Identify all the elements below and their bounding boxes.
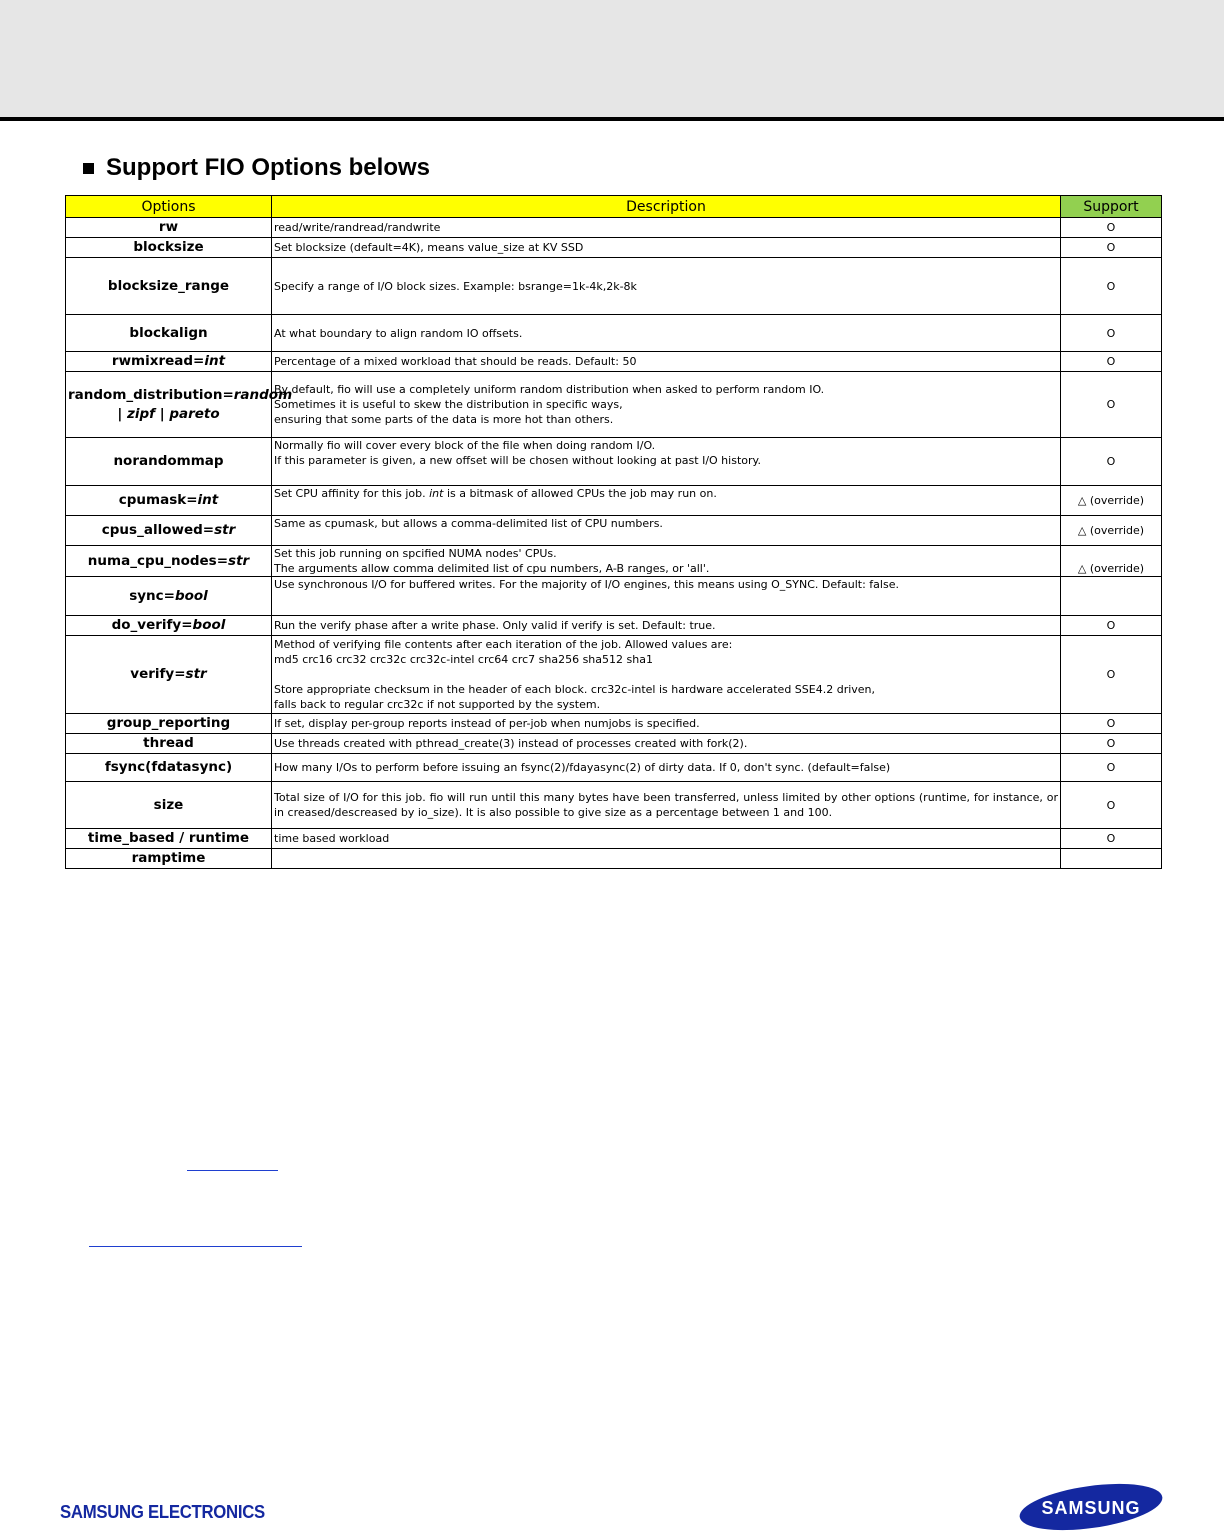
support-status: O <box>1061 782 1162 829</box>
table-row <box>66 486 1162 516</box>
option-name: rwmixread=int <box>66 352 272 372</box>
option-description: Use threads created with pthread_create(3) instead of processes created with fork(2). <box>272 734 1061 754</box>
option-description: Set blocksize (default=4K), means value_size at KV SSD <box>272 238 1061 258</box>
fio-options-table <box>65 195 1162 869</box>
option-description: Total size of I/O for this job. fio will run until this many bytes have been transferred, unless limited by other options (runtime, for instance, or in creased/descreased by io_size). It is also possible to give size as a percentage between 1 and 100. <box>272 782 1061 829</box>
option-type: bool <box>192 617 226 633</box>
table-row <box>66 218 1162 238</box>
table-row <box>66 829 1162 849</box>
footer-brand-text: SAMSUNG ELECTRONICS <box>60 1502 265 1522</box>
option-type: str <box>228 552 250 569</box>
support-status: O <box>1061 714 1162 734</box>
support-status <box>1061 849 1162 869</box>
option-name: random_distribution=random | zipf | pareto <box>66 372 272 438</box>
option-description: Percentage of a mixed workload that should be reads. Default: 50 <box>272 352 1061 372</box>
option-type: int <box>197 492 219 508</box>
option-name: sync=bool <box>66 577 272 616</box>
option-description: Method of verifying file contents after each iteration of the job. Allowed values are: md5 crc16 crc32 crc32c crc32c-intel crc64 crc7 sha256 sha512 sha1 Store appropriate checksum in the header of each block. crc32c-intel is hardware accelerated SSE4.2 driven, falls back to regular crc32c if not supported by the system. <box>272 636 1061 714</box>
table-row <box>66 438 1162 486</box>
logo-text: SAMSUNG <box>1041 1498 1141 1518</box>
support-status: O <box>1061 352 1162 372</box>
table-row <box>66 577 1162 616</box>
section-title <box>83 152 430 184</box>
support-status: O <box>1061 315 1162 352</box>
header-options: Options <box>66 196 272 218</box>
option-type: random | zipf | pareto <box>117 386 293 422</box>
option-description: If set, display per-group reports instead of per-job when numjobs is specified. <box>272 714 1061 734</box>
table-row <box>66 352 1162 372</box>
table-row <box>66 238 1162 258</box>
option-description: Same as cpumask, but allows a comma-delimited list of CPU numbers. <box>272 516 1061 546</box>
table-row <box>66 782 1162 829</box>
option-description: Run the verify phase after a write phase. Only valid if verify is set. Default: true. <box>272 616 1061 636</box>
support-status: O <box>1061 218 1162 238</box>
support-status: O <box>1061 754 1162 782</box>
option-type: int <box>204 353 226 369</box>
support-status: O <box>1061 372 1162 438</box>
support-status: △ (override) <box>1061 516 1162 546</box>
table-row <box>66 372 1162 438</box>
header-divider <box>0 117 1224 121</box>
option-type: bool <box>174 587 208 604</box>
option-description <box>272 849 1061 869</box>
option-name: numa_cpu_nodes=str <box>66 546 272 577</box>
option-description: read/write/randread/randwrite <box>272 218 1061 238</box>
table-row <box>66 754 1162 782</box>
option-description: At what boundary to align random IO offsets. <box>272 315 1061 352</box>
support-status <box>1061 577 1162 616</box>
table-row <box>66 516 1162 546</box>
table-row <box>66 636 1162 714</box>
option-name: do_verify=bool <box>66 616 272 636</box>
option-description: Use synchronous I/O for buffered writes. For the majority of I/O engines, this means using O_SYNC. Default: false. <box>272 577 1061 616</box>
option-description: How many I/Os to perform before issuing an fsync(2)/fdayasync(2) of dirty data. If 0, don't sync. (default=false) <box>272 754 1061 782</box>
table-row <box>66 546 1162 577</box>
option-name: blocksize_range <box>66 258 272 315</box>
support-status: △ (override) <box>1061 546 1162 577</box>
option-name: size <box>66 782 272 829</box>
support-status: O <box>1061 438 1162 486</box>
table-row <box>66 734 1162 754</box>
samsung-logo <box>1018 1482 1164 1532</box>
header-support: Support <box>1061 196 1162 218</box>
option-type: str <box>214 522 236 538</box>
option-name: cpumask=int <box>66 486 272 516</box>
support-status: O <box>1061 238 1162 258</box>
option-name: verify=str <box>66 636 272 714</box>
page-header-band <box>0 0 1224 117</box>
option-name: rw <box>66 218 272 238</box>
support-status: O <box>1061 258 1162 315</box>
section-title-text: Support FIO Options belows <box>106 154 430 181</box>
table-header-row <box>66 196 1162 218</box>
option-name: norandommap <box>66 438 272 486</box>
table-row <box>66 258 1162 315</box>
table-row <box>66 849 1162 869</box>
hyperlink-underline[interactable] <box>187 1170 278 1171</box>
option-description: By default, fio will use a completely uniform random distribution when asked to perform random IO. Sometimes it is useful to skew the distribution in specific ways, ensuring that some parts of the data is more hot than others. <box>272 372 1061 438</box>
table-row <box>66 714 1162 734</box>
option-name: blockalign <box>66 315 272 352</box>
option-name: time_based / runtime <box>66 829 272 849</box>
option-name: cpus_allowed=str <box>66 516 272 546</box>
support-status: O <box>1061 636 1162 714</box>
option-description: Set this job running on spcified NUMA nodes' CPUs. The arguments allow comma delimited list of cpu numbers, A-B ranges, or 'all'. <box>272 546 1061 577</box>
hyperlink-underline[interactable] <box>89 1246 302 1247</box>
support-status: O <box>1061 734 1162 754</box>
option-type: str <box>185 666 207 682</box>
support-status: △ (override) <box>1061 486 1162 516</box>
header-description: Description <box>272 196 1061 218</box>
table-row <box>66 616 1162 636</box>
option-description: Set CPU affinity for this job. int is a bitmask of allowed CPUs the job may run on. <box>272 486 1061 516</box>
option-name: group_reporting <box>66 714 272 734</box>
option-description: time based workload <box>272 829 1061 849</box>
square-bullet-icon <box>83 163 94 174</box>
option-description: Normally fio will cover every block of the file when doing random I/O. If this parameter is given, a new offset will be chosen without looking at past I/O history. <box>272 438 1061 486</box>
option-name: thread <box>66 734 272 754</box>
support-status: O <box>1061 829 1162 849</box>
option-description: Specify a range of I/O block sizes. Example: bsrange=1k-4k,2k-8k <box>272 258 1061 315</box>
option-name: blocksize <box>66 238 272 258</box>
option-name: ramptime <box>66 849 272 869</box>
table-row <box>66 315 1162 352</box>
option-name: fsync(fdatasync) <box>66 754 272 782</box>
support-status: O <box>1061 616 1162 636</box>
